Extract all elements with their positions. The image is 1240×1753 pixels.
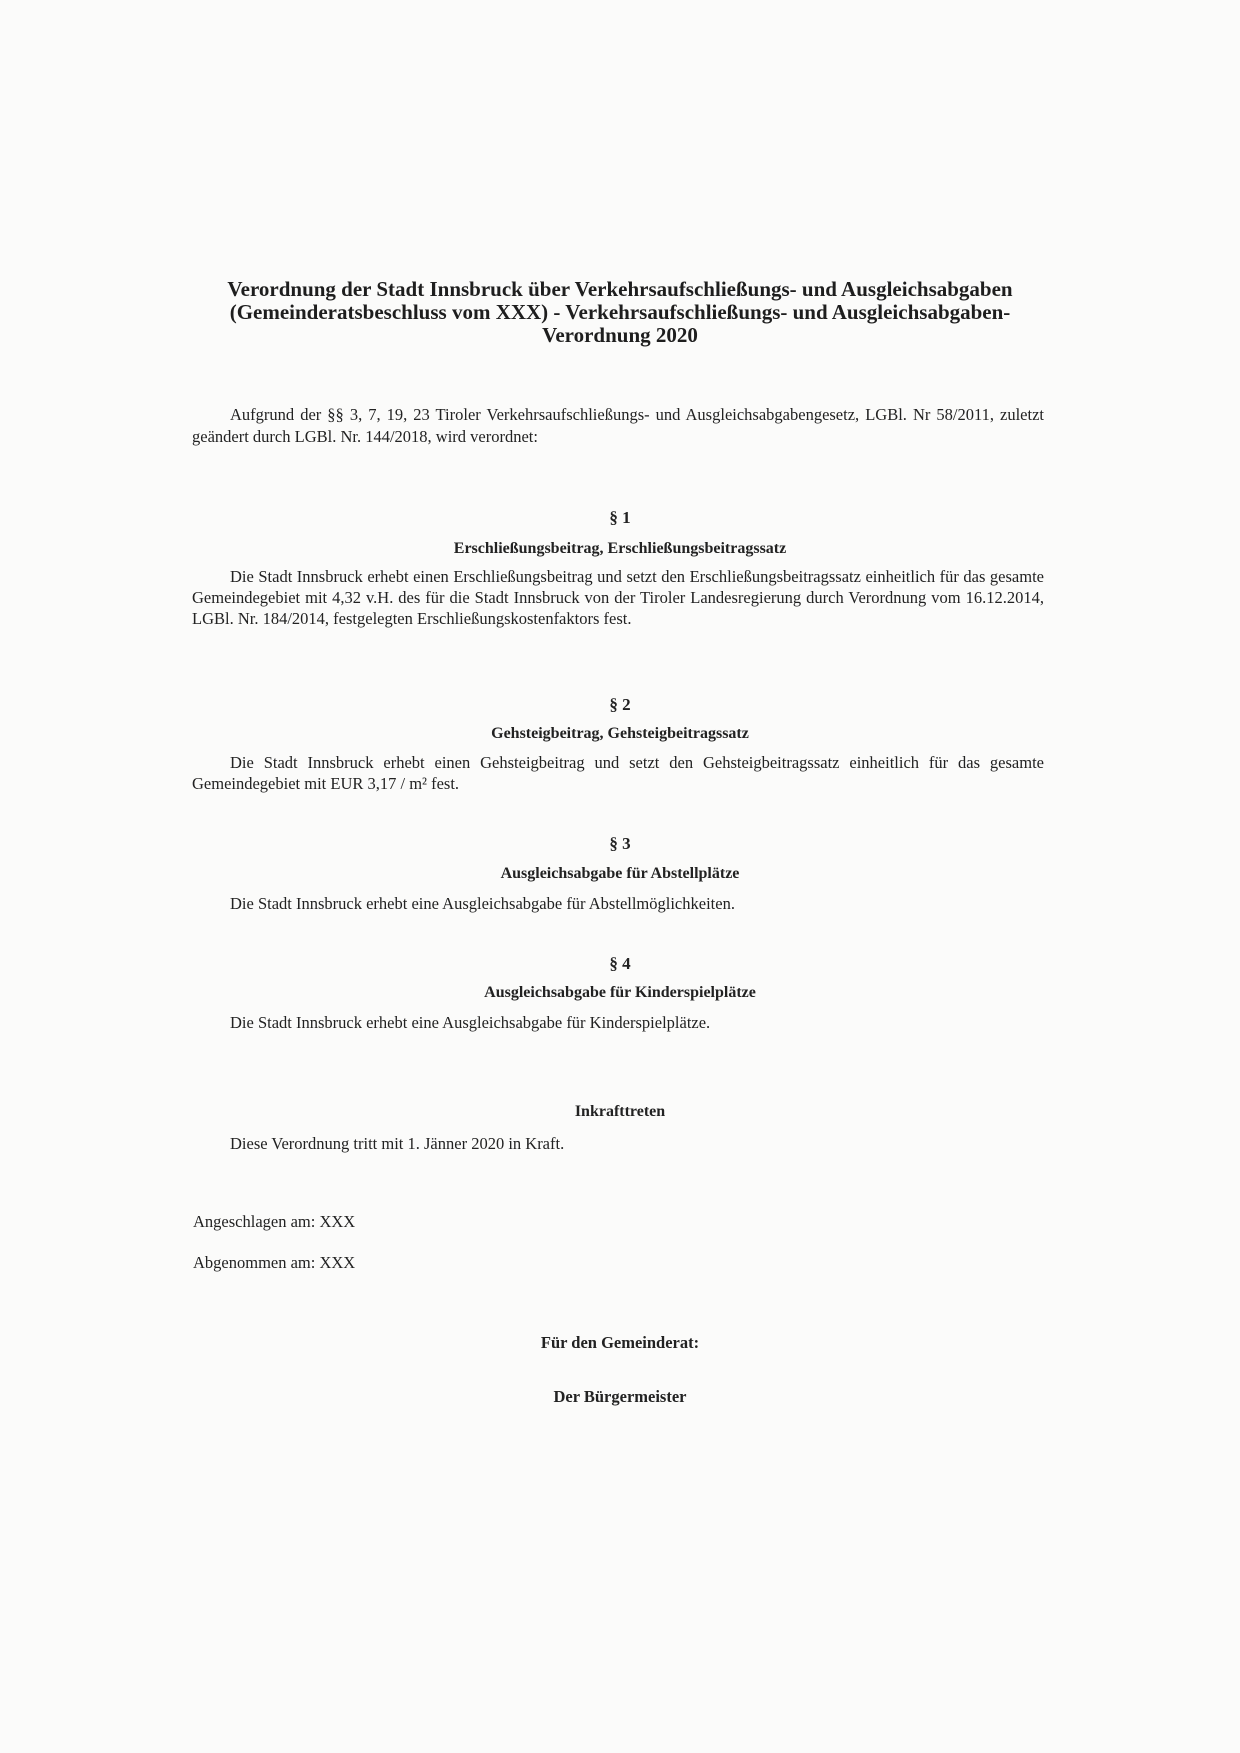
inkrafttreten-text: Diese Verordnung tritt mit 1. Jänner 2020 in Kraft. bbox=[230, 1134, 565, 1153]
section-1-heading: Erschließungsbeitrag, Erschließungsbeitragssatz bbox=[453, 540, 787, 557]
section-4-heading: Ausgleichsabgabe für Kinderspielplätze bbox=[484, 984, 756, 1001]
section-4-text: Die Stadt Innsbruck erhebt eine Ausgleichsabgabe für Kinderspielplätze. bbox=[230, 1013, 711, 1032]
signature-mayor: Der Bürgermeister bbox=[553, 1387, 687, 1406]
section-3-number: § 3 bbox=[609, 834, 631, 853]
inkrafttreten-heading: Inkrafttreten bbox=[574, 1103, 666, 1120]
title-line-1: Verordnung der Stadt Innsbruck über Verkehrsaufschließungs- und Ausgleichsabgaben bbox=[227, 277, 1013, 301]
abgenommen-line: Abgenommen am: XXX bbox=[193, 1253, 356, 1272]
section-2-heading: Gehsteigbeitrag, Gehsteigbeitragssatz bbox=[491, 725, 749, 742]
section-3-text: Die Stadt Innsbruck erhebt eine Ausgleichsabgabe für Abstellmöglichkeiten. bbox=[230, 894, 735, 913]
signature-for-council: Für den Gemeinderat: bbox=[540, 1333, 700, 1352]
section-2-text: Die Stadt Innsbruck erhebt einen Gehsteigbeitrag und setzt den Gehsteigbeitragssatz einheitlich für das gesamte Gemeindegebiet mit EUR 3,17 / m² fest. bbox=[192, 753, 1044, 793]
intro-paragraph: Aufgrund der §§ 3, 7, 19, 23 Tiroler Verkehrsaufschließungs- und Ausgleichsabgabengesetz, LGBl. Nr 58/2011, zuletzt geändert durch LGBl. Nr. 144/2018, wird verordnet: bbox=[192, 405, 1044, 446]
angeschlagen-line: Angeschlagen am: XXX bbox=[193, 1212, 356, 1231]
title-line-3: Verordnung 2020 bbox=[542, 323, 698, 347]
section-4-number: § 4 bbox=[609, 954, 631, 973]
document-title bbox=[190, 278, 1050, 347]
section-1-number: § 1 bbox=[609, 508, 631, 527]
section-3-heading: Ausgleichsabgabe für Abstellplätze bbox=[500, 865, 740, 882]
section-1-text: Die Stadt Innsbruck erhebt einen Erschließungsbeitrag und setzt den Erschließungsbeitragssatz einheitlich für das gesamte Gemeindegebiet mit 4,32 v.H. des für die Stadt Innsbruck von der Tiroler Landesregierung durch Verordnung vom 16.12.2014, LGBl. Nr. 184/2014, festgelegten Erschließungskostenfaktors fest. bbox=[192, 567, 1044, 628]
section-2-number: § 2 bbox=[609, 695, 631, 714]
title-line-2: (Gemeinderatsbeschluss vom XXX) - Verkehrsaufschließungs- und Ausgleichsabgaben- bbox=[229, 300, 1011, 324]
